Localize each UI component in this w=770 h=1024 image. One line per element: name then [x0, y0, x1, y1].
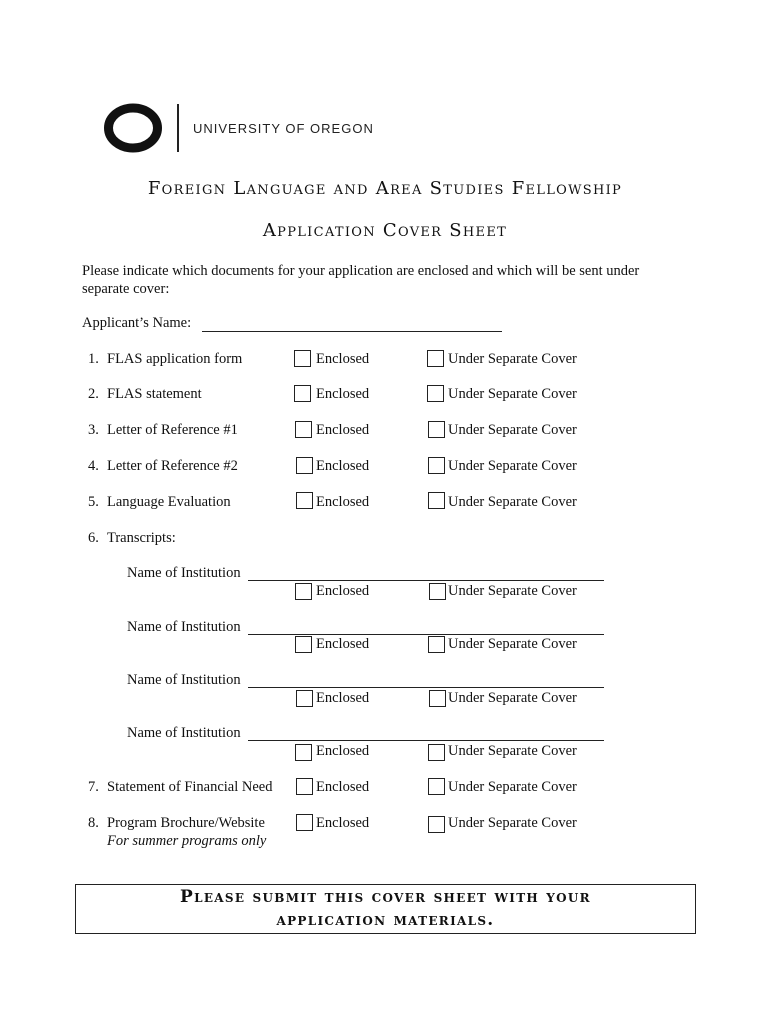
- item-label: FLAS statement: [107, 386, 202, 402]
- enclosed-checkbox[interactable]: [295, 583, 312, 600]
- enclosed-checkbox[interactable]: [294, 350, 311, 367]
- form-title: Foreign Language and Area Studies Fellowship: [147, 178, 623, 199]
- instructions-text: Please indicate which documents for your application are enclosed and which will be sent under separate cover:: [82, 263, 640, 297]
- separate-cover-checkbox[interactable]: [427, 350, 444, 367]
- separate-cover-checkbox[interactable]: [428, 636, 445, 653]
- submission-notice-line2: application materials.: [276, 910, 495, 930]
- institution-label: Name of Institution: [127, 725, 241, 741]
- enclosed-label: Enclosed: [316, 386, 370, 402]
- item-label: Letter of Reference #2: [107, 458, 238, 474]
- separate-cover-checkbox[interactable]: [428, 492, 445, 509]
- form-subtitle: Application Cover Sheet: [262, 220, 508, 241]
- applicant-name-field[interactable]: [202, 331, 502, 332]
- separate-cover-label: Under Separate Cover: [448, 494, 577, 510]
- item-number: 3.: [88, 422, 99, 438]
- item-number: 6.: [88, 530, 99, 546]
- enclosed-checkbox[interactable]: [294, 385, 311, 402]
- separate-cover-label: Under Separate Cover: [448, 815, 577, 831]
- item-number: 1.: [88, 351, 99, 367]
- enclosed-label: Enclosed: [316, 351, 370, 367]
- separate-cover-label: Under Separate Cover: [448, 351, 577, 367]
- separate-cover-checkbox[interactable]: [428, 457, 445, 474]
- enclosed-checkbox[interactable]: [296, 814, 313, 831]
- institution-label: Name of Institution: [127, 619, 241, 635]
- enclosed-checkbox[interactable]: [295, 421, 312, 438]
- university-logo-icon: [104, 103, 162, 153]
- enclosed-checkbox[interactable]: [296, 492, 313, 509]
- separate-cover-label: Under Separate Cover: [448, 458, 577, 474]
- item-number: 8.: [88, 815, 99, 831]
- enclosed-label: Enclosed: [316, 690, 370, 706]
- item-label: Letter of Reference #1: [107, 422, 238, 438]
- item-number: 2.: [88, 386, 99, 402]
- enclosed-label: Enclosed: [316, 743, 370, 759]
- item-number: 7.: [88, 779, 99, 795]
- separate-cover-label: Under Separate Cover: [448, 386, 577, 402]
- enclosed-label: Enclosed: [316, 458, 370, 474]
- separate-cover-checkbox[interactable]: [429, 583, 446, 600]
- institution-name-field[interactable]: [248, 740, 604, 741]
- item-label: Transcripts:: [107, 530, 176, 546]
- institution-name-field[interactable]: [248, 580, 604, 581]
- submission-notice-line1: Please submit this cover sheet with your: [180, 887, 591, 907]
- separate-cover-label: Under Separate Cover: [448, 779, 577, 795]
- enclosed-label: Enclosed: [316, 636, 370, 652]
- enclosed-checkbox[interactable]: [296, 457, 313, 474]
- logo-divider: [177, 104, 179, 152]
- institution-name-field[interactable]: [248, 687, 604, 688]
- enclosed-checkbox[interactable]: [295, 744, 312, 761]
- enclosed-checkbox[interactable]: [296, 778, 313, 795]
- separate-cover-label: Under Separate Cover: [448, 422, 577, 438]
- separate-cover-label: Under Separate Cover: [448, 690, 577, 706]
- enclosed-label: Enclosed: [316, 583, 370, 599]
- institution-label: Name of Institution: [127, 565, 241, 581]
- separate-cover-checkbox[interactable]: [428, 744, 445, 761]
- separate-cover-checkbox[interactable]: [428, 816, 445, 833]
- separate-cover-label: Under Separate Cover: [448, 583, 577, 599]
- item-number: 4.: [88, 458, 99, 474]
- institution-label: Name of Institution: [127, 672, 241, 688]
- separate-cover-checkbox[interactable]: [428, 778, 445, 795]
- item-number: 5.: [88, 494, 99, 510]
- separate-cover-checkbox[interactable]: [427, 385, 444, 402]
- item-label: Program Brochure/Website: [107, 815, 265, 831]
- separate-cover-checkbox[interactable]: [429, 690, 446, 707]
- item-label: FLAS application form: [107, 351, 243, 367]
- enclosed-label: Enclosed: [316, 494, 370, 510]
- institution-name-field[interactable]: [248, 634, 604, 635]
- separate-cover-checkbox[interactable]: [428, 421, 445, 438]
- item-label: Statement of Financial Need: [107, 779, 273, 795]
- enclosed-label: Enclosed: [316, 815, 370, 831]
- enclosed-label: Enclosed: [316, 779, 370, 795]
- enclosed-checkbox[interactable]: [295, 636, 312, 653]
- separate-cover-label: Under Separate Cover: [448, 636, 577, 652]
- enclosed-checkbox[interactable]: [296, 690, 313, 707]
- university-name: UNIVERSITY OF OREGON: [193, 121, 374, 136]
- item-note: For summer programs only: [107, 833, 267, 849]
- enclosed-label: Enclosed: [316, 422, 370, 438]
- item-label: Language Evaluation: [107, 494, 231, 510]
- separate-cover-label: Under Separate Cover: [448, 743, 577, 759]
- applicant-name-label: Applicant’s Name:: [82, 315, 192, 331]
